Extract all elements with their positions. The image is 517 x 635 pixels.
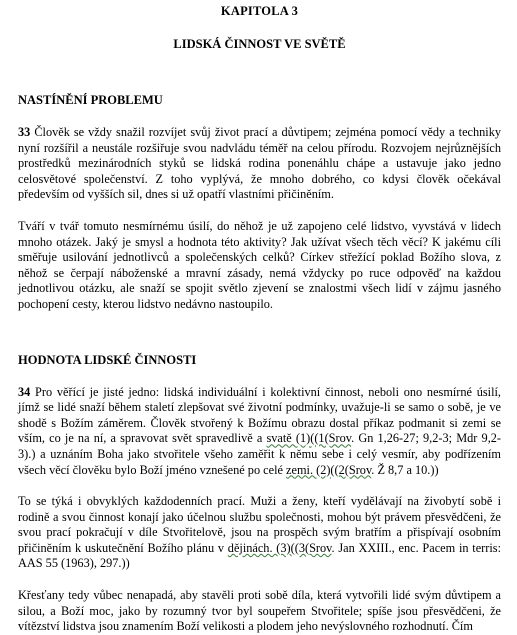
paragraph-questions <box>18 219 501 313</box>
paragraph-33 <box>18 125 501 203</box>
paragraph-text: . Gn 1,26-27; 9,2-3; Mdr 9,2-3).) a uznáním Boha jako stvořitele všeho zaměřit k němu sebe i celý vesmír, aby podřízením všech věcí člověku bylo Boží jméno vznešené po celé <box>18 431 502 477</box>
paragraph-34 <box>18 385 501 479</box>
paragraph-text: Tváří v tvář tomuto nesmírnému úsilí, do něhož je už zapojeno celé lidstvo, vyvstává v lidech mnoho otázek. Jaký je smysl a hodnota této aktivity? Jak užívat všech těch věcí? K jakému cíli směřuje usilování jednotlivců a společenských celků? Církev střežící poklad Božího slova, z něhož se čerpají náboženské a mravní zásady, nemá vždycky po ruce odpověď na každou jednotlivou otázku, ale snaží se spojit světlo zjevení se znalostmi všech lidí v zájmu jasného pochopení cesty, kterou lidstvo nedávno nastoupilo. <box>18 218 501 311</box>
footnote-reference[interactable]: zemi. (2)((2(Srov <box>286 462 372 477</box>
section-heading-problem: NASTÍNĚNÍ PROBLEMU <box>18 93 163 107</box>
paragraph-number: 33 <box>18 125 31 139</box>
paragraph-text: Pro věřící je jisté jedno: lidská individuální i kolektivní činnost, neboli ono nesmírné úsilí, jímž se lidé snaží během staletí zlepšovat své životní podmínky, uvažuje-li se samo o sobě, je ve shodě s Božím záměrem. Člověk stvořený k Božímu obrazu dostal příkaz podmanit si zemi se vším, co je na ní, a spravovat svět spravedlivě a <box>18 384 502 446</box>
paragraph-text: Člověk se vždy snažil rozvíjet svůj život prací a důvtipem; zejména pomocí vědy a techniky nyní rozšířil a neustále rozšiřuje svou nadvládu téměř na celou přírodu. Rozvojem nejrůznějších prostředků mezinárodních styků se lidská rodina ponenáhlu chápe a ustavuje jako jedno celosvětové společenství. Z toho vyplývá, že mnoho dobrého, co kdysi člověk očekával především od vyšších sil, dnes si už opatří vlastními přičiněním. <box>18 125 502 202</box>
paragraph-number: 34 <box>18 384 31 399</box>
paragraph-text: To se týká i obvyklých každodenních prací. Muži a ženy, kteří vydělávají na živobytí sobě i rodině a svou činnost konají jako účelnou službu společnosti, mohou být právem přesvědčeni, že svou prací pokračují v díle Stvořitelově, jsou na prospěch svým bratřím a přispívají osobním přičiněním k uskutečnění Božího plánu v <box>18 494 501 555</box>
chapter-label: KAPITOLA 3 <box>220 4 299 18</box>
paragraph-christians <box>18 588 501 635</box>
paragraph-daily-work <box>18 494 501 572</box>
paragraph-text: . Ž 8,7 a 10.)) <box>371 462 439 477</box>
chapter-title: LIDSKÁ ČINNOST VE SVĚTĚ <box>173 37 346 51</box>
section-heading-value: HODNOTA LIDSKÉ ČINNOSTI <box>18 352 197 367</box>
paragraph-text: Křesťany tedy vůbec nenapadá, aby stavěli proti sobě díla, která vytvořili lidé svým důvtipem a silou, a Boží moc, jako by rozumný tvor byl soupeřem Stvořitele; spíše jsou přesvědčeni, že vítězství lidstva jsou znamením Boží velikosti a plodem jeho nevýslovného rozhodnutí. Čím <box>18 588 501 634</box>
footnote-reference[interactable]: svatě (1)((1(Srov <box>266 431 352 446</box>
paragraph-text: . Jan XXIII., enc. Pacem in terris: AAS 55 (1963), 297.)) <box>18 540 501 571</box>
footnote-reference[interactable]: dějinách. (3)((3(Srov <box>227 540 332 555</box>
